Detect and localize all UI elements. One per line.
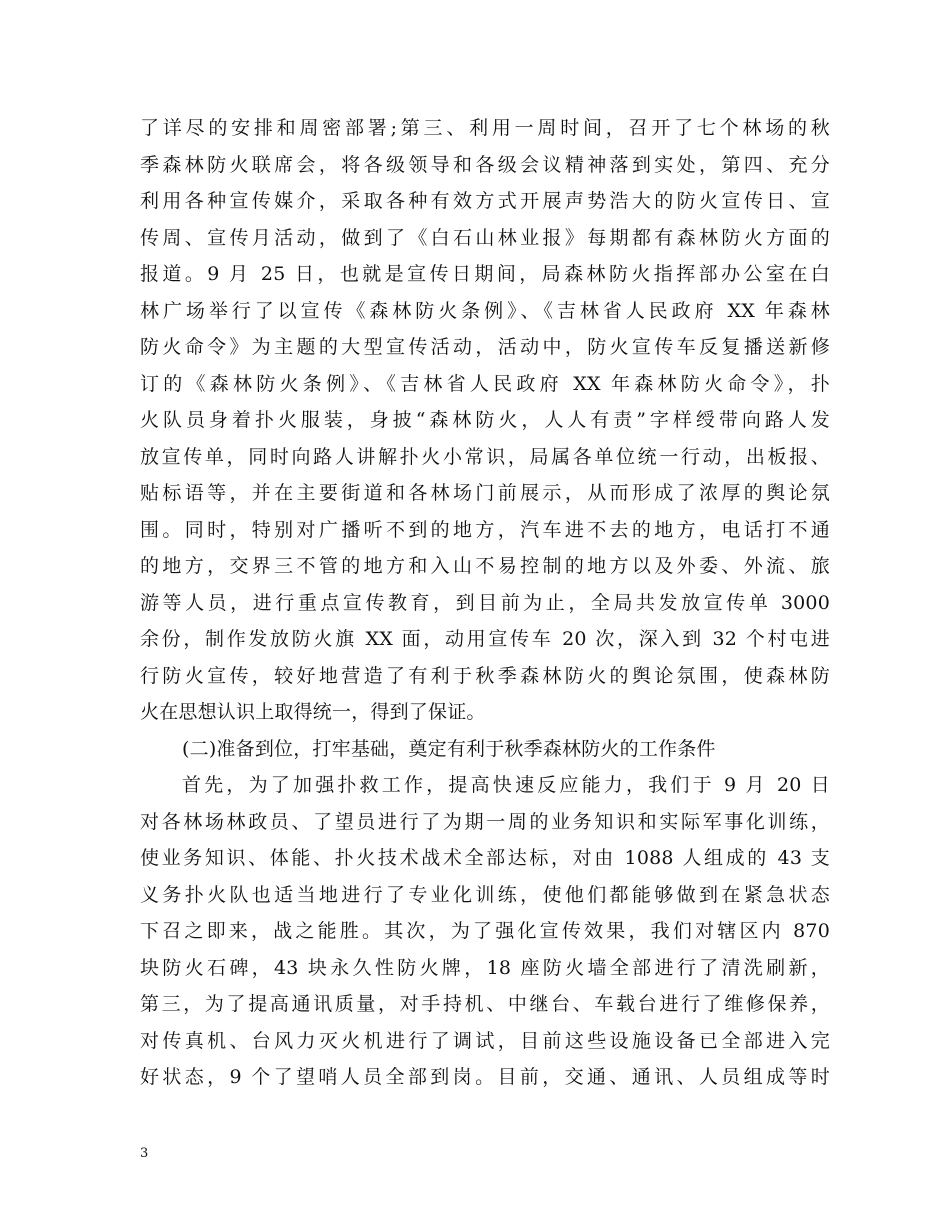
text-line: 第三，为了提高通讯质量，对手持机、中继台、车载台进行了维修保养， [140,993,830,1015]
text-line: 义务扑火队也适当地进行了专业化训练，使他们都能够做到在紧急状态 [140,883,830,906]
text-line: 订的《森林防火条例》、《吉林省人民政府 XX 年森林防火命令》，扑 [140,372,830,395]
text-line: 游等人员，进行重点宣传教育，到目前为止，全局共发放宣传单 3000 [140,591,830,614]
text-line: 下召之即来，战之能胜。其次，为了强化宣传效果，我们对辖区内 870 [140,920,830,942]
page-number: 3 [140,1146,149,1161]
text-line: 对传真机、台风力灭火机进行了调试，目前这些设施设备已全部进入完 [140,1029,830,1052]
text-line: 了详尽的安排和周密部署;第三、利用一周时间，召开了七个林场的秋 [140,117,830,139]
body-text [140,110,830,1096]
text-line: 放宣传单，同时向路人讲解扑火小常识，局属各单位统一行动，出板报、 [140,445,830,468]
text-line: 利用各种宣传媒介，采取各种有效方式开展声势浩大的防火宣传日、宣 [140,190,830,212]
text-line: 使业务知识、体能、扑火技术战术全部达标，对由 1088 人组成的 43 支 [140,847,830,869]
text-line: 首先，为了加强扑救工作，提高快速反应能力，我们于 9 月 20 日 [182,774,830,796]
text-line: 季森林防火联席会，将各级领导和各级会议精神落到实处，第四、充分 [140,153,830,176]
text-line: 传周、宣传月活动，做到了《白石山林业报》每期都有森林防火方面的 [140,226,830,249]
text-line: 余份，制作发放防火旗 XX 面，动用宣传车 20 次，深入到 32 个村屯进 [140,628,830,650]
text-line: 报道。9 月 25 日，也就是宣传日期间，局森林防火指挥部办公室在白 [140,263,830,285]
text-line: 火队员身着扑火服装，身披“森林防火，人人有责”字样绶带向路人发 [140,409,830,431]
text-line: 围。同时，特别对广播听不到的地方，汽车进不去的地方，电话打不通 [140,518,830,541]
text-line: 火在思想认识上取得统一，得到了保证。 [140,701,486,723]
text-line: 好状态，9 个了望哨人员全部到岗。目前，交通、通讯、人员组成等时 [140,1066,830,1088]
text-line: 防火命令》为主题的大型宣传活动，活动中，防火宣传车反复播送新修 [140,336,830,358]
text-line: 林广场举行了以宣传《森林防火条例》、《吉林省人民政府 XX 年森林 [140,299,830,322]
text-line: 的地方，交界三不管的地方和入山不易控制的地方以及外委、外流、旅 [140,555,830,577]
text-line: 对各林场林政员、了望员进行了为期一周的业务知识和实际军事化训练， [140,810,830,833]
text-line: 块防火石碑，43 块永久性防火牌，18 座防火墙全部进行了清洗刷新， [140,956,830,979]
text-line: (二)准备到位，打牢基础，奠定有利于秋季森林防火的工作条件 [182,737,716,760]
text-line: 贴标语等，并在主要街道和各林场门前展示，从而形成了浓厚的舆论氛 [140,482,830,504]
text-line: 行防火宣传，较好地营造了有利于秋季森林防火的舆论氛围，使森林防 [140,664,830,687]
